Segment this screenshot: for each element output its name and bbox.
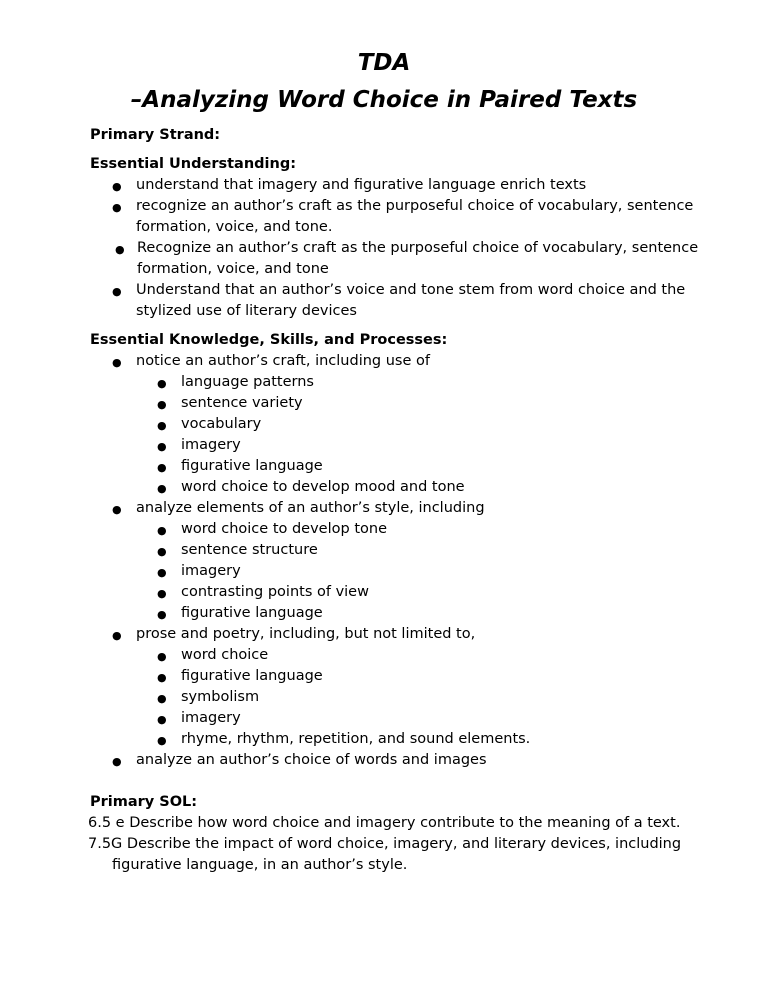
bullet-icon: ● bbox=[112, 356, 122, 369]
sol-item: 6.5 e Describe how word choice and imagery contribute to the meaning of a text. bbox=[88, 815, 681, 831]
bullet-icon: ● bbox=[157, 587, 167, 600]
essential-understanding-heading: Essential Understanding: bbox=[90, 156, 297, 172]
bullet-icon: ● bbox=[157, 734, 167, 747]
sub-list-item: ● imagery bbox=[90, 708, 710, 729]
bullet-icon: ● bbox=[157, 461, 167, 474]
bullet-icon: ● bbox=[157, 692, 167, 705]
essential-knowledge-list bbox=[90, 351, 710, 771]
sub-list-item: ● vocabulary bbox=[90, 414, 710, 435]
bullet-icon: ● bbox=[115, 243, 125, 256]
bullet-icon: ● bbox=[157, 671, 167, 684]
bullet-icon: ● bbox=[157, 713, 167, 726]
bullet-icon: ● bbox=[157, 566, 167, 579]
list-item: ● understand that imagery and figurative language enrich texts bbox=[90, 175, 710, 196]
bullet-icon: ● bbox=[157, 419, 167, 432]
document-body bbox=[90, 125, 710, 876]
bullet-icon: ● bbox=[112, 755, 122, 768]
bullet-icon: ● bbox=[157, 482, 167, 495]
bullet-icon: ● bbox=[112, 285, 122, 298]
bullet-icon: ● bbox=[112, 629, 122, 642]
bullet-icon: ● bbox=[157, 377, 167, 390]
primary-strand-heading: Primary Strand: bbox=[90, 127, 221, 143]
sub-list-item: ● imagery bbox=[90, 561, 710, 582]
list-item: ● prose and poetry, including, but not limited to, bbox=[90, 624, 710, 645]
bullet-icon: ● bbox=[112, 180, 122, 193]
essential-understanding-list bbox=[90, 175, 710, 322]
primary-sol-heading: Primary SOL: bbox=[90, 794, 198, 810]
sub-list-item: ● contrasting points of view bbox=[90, 582, 710, 603]
document-subtitle: –Analyzing Word Choice in Paired Texts bbox=[130, 87, 638, 113]
sub-list-item: ● language patterns bbox=[90, 372, 710, 393]
sub-list-item: ● sentence structure bbox=[90, 540, 710, 561]
sub-list-item: ● figurative language bbox=[90, 666, 710, 687]
list-item: ● notice an author’s craft, including use of bbox=[90, 351, 710, 372]
list-item: ● Understand that an author’s voice and tone stem from word choice and the stylized use of literary devices bbox=[112, 282, 686, 319]
bullet-icon: ● bbox=[157, 524, 167, 537]
essential-knowledge-heading: Essential Knowledge, Skills, and Processes: bbox=[90, 332, 448, 348]
bullet-icon: ● bbox=[157, 608, 167, 621]
sub-list-item: ● figurative language bbox=[90, 456, 710, 477]
bullet-icon: ● bbox=[112, 503, 122, 516]
sub-list-item: ● word choice to develop mood and tone bbox=[90, 477, 710, 498]
sub-list-item: ● rhyme, rhythm, repetition, and sound elements. bbox=[90, 729, 710, 750]
sub-list-item: ● sentence variety bbox=[90, 393, 710, 414]
bullet-icon: ● bbox=[157, 545, 167, 558]
list-item: ● recognize an author’s craft as the purposeful choice of vocabulary, sentence formation, voice, and tone. bbox=[112, 198, 694, 235]
sub-list-item: ● symbolism bbox=[90, 687, 710, 708]
bullet-icon: ● bbox=[157, 650, 167, 663]
list-item: ● analyze an author’s choice of words and images bbox=[90, 750, 710, 771]
document-title: TDA bbox=[357, 50, 411, 76]
sub-list-item: ● word choice bbox=[90, 645, 710, 666]
bullet-icon: ● bbox=[157, 398, 167, 411]
sol-item: 7.5G Describe the impact of word choice, imagery, and literary devices, including figurative language, in an author’s style. bbox=[88, 836, 682, 873]
sub-list-item: ● figurative language bbox=[90, 603, 710, 624]
sub-list-item: ● word choice to develop tone bbox=[90, 519, 710, 540]
bullet-icon: ● bbox=[157, 440, 167, 453]
bullet-icon: ● bbox=[112, 201, 122, 214]
sub-list-item: ● imagery bbox=[90, 435, 710, 456]
list-item: ● analyze elements of an author’s style, including bbox=[90, 498, 710, 519]
list-item: ● Recognize an author’s craft as the purposeful choice of vocabulary, sentence formation, voice, and tone bbox=[115, 240, 699, 277]
